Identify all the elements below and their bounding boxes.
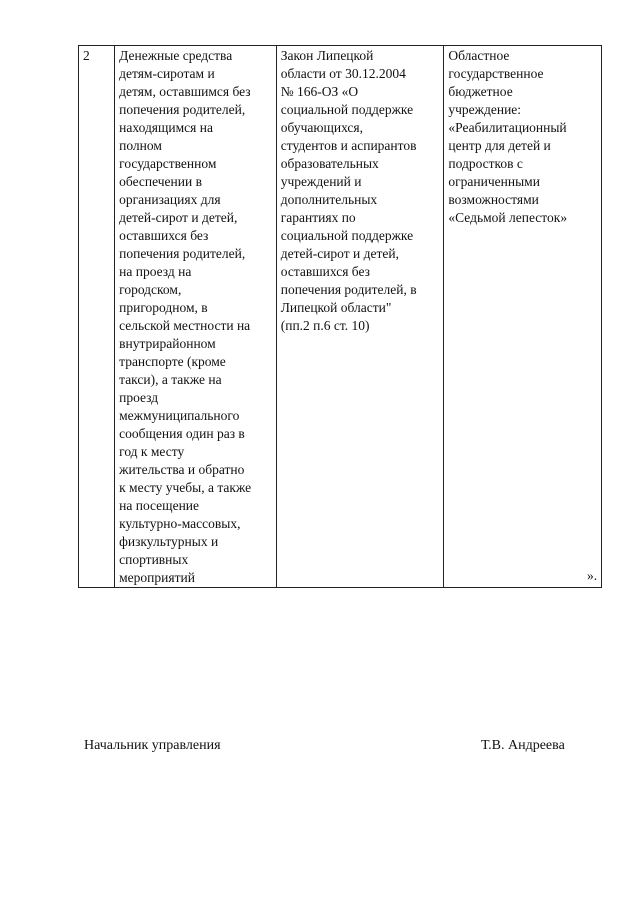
table-row: [79, 46, 602, 588]
payment-description-line: обеспечении в: [119, 174, 202, 189]
payment-description-line: год к месту: [119, 444, 185, 459]
payment-description-line: попечения родителей,: [119, 246, 246, 261]
payment-description-line: внутрирайонном: [119, 336, 216, 351]
legal-basis-line: области от 30.12.2004: [280, 66, 406, 81]
payment-description-line: на проезд на: [119, 264, 192, 279]
payment-description-line: Денежные средства: [119, 48, 233, 63]
legal-basis-line: Липецкой области": [280, 300, 392, 315]
payment-description-line: государственном: [119, 156, 217, 171]
legal-basis-line: дополнительных: [280, 192, 378, 207]
legal-basis-line: учреждений и: [280, 174, 362, 189]
payment-description-line: спортивных: [119, 552, 189, 567]
legal-basis-line: оставшихся без: [280, 264, 370, 279]
institution-line: возможностями: [448, 192, 539, 207]
payment-description-line: оставшихся без: [119, 228, 209, 243]
payment-description-line: полном: [119, 138, 162, 153]
institution-line: ограниченными: [448, 174, 540, 189]
payment-description-line: пригородном, в: [119, 300, 208, 315]
institution-line: «Реабилитационный: [448, 120, 567, 135]
legal-basis-line: Закон Липецкой: [280, 48, 374, 63]
payment-description-line: сельской местности на: [119, 318, 251, 333]
payment-description-line: к месту учебы, а также: [119, 480, 252, 495]
beneficiary-table: [78, 45, 602, 588]
payment-description-line: такси), а также на: [119, 372, 222, 387]
payment-description-line: детям, оставшимся без: [119, 84, 251, 99]
payment-description-line: детей-сирот и детей,: [119, 210, 238, 225]
institution-cell: [444, 46, 602, 588]
payment-description-line: транспорте (кроме: [119, 354, 226, 369]
closing-quote-mark: ».: [587, 568, 598, 583]
institution-line: центр для детей и: [448, 138, 551, 153]
payment-description-line: детям-сиротам и: [119, 66, 215, 81]
legal-basis-line: обучающихся,: [280, 120, 364, 135]
legal-basis-line: № 166-ОЗ «О: [280, 84, 359, 99]
row-number: 2: [83, 48, 90, 63]
legal-basis-line: попечения родителей, в: [280, 282, 417, 297]
row-number-cell: [79, 46, 115, 588]
legal-basis-line: гарантиях по: [280, 210, 356, 225]
institution-line: государственное: [448, 66, 544, 81]
signatory-title: Начальник управления: [84, 738, 221, 753]
institution-line: учреждение:: [448, 102, 522, 117]
payment-description-line: физкультурных и: [119, 534, 219, 549]
payment-description-line: на посещение: [119, 498, 200, 513]
institution-line: Областное: [448, 48, 510, 63]
payment-description-line: жительства и обратно: [119, 462, 245, 477]
legal-basis-line: образовательных: [280, 156, 379, 171]
legal-basis-cell: [276, 46, 444, 588]
institution-line: бюджетное: [448, 84, 513, 99]
payment-description-line: мероприятий: [119, 570, 195, 585]
legal-basis-line: (пп.2 п.6 ст. 10): [280, 318, 370, 333]
payment-description-line: проезд: [119, 390, 159, 405]
payment-description-cell: [115, 46, 277, 588]
payment-description-line: сообщения один раз в: [119, 426, 245, 441]
institution-line: «Седьмой лепесток»: [448, 210, 568, 225]
payment-description-line: организациях для: [119, 192, 221, 207]
legal-basis-line: социальной поддержке: [280, 102, 414, 117]
signatory-name: Т.В. Андреева: [481, 738, 565, 753]
legal-basis-line: студентов и аспирантов: [280, 138, 417, 153]
payment-description-line: межмуниципального: [119, 408, 240, 423]
payment-description-line: городском,: [119, 282, 182, 297]
institution-line: подростков с: [448, 156, 523, 171]
payment-description-line: попечения родителей,: [119, 102, 246, 117]
payment-description-line: находящимся на: [119, 120, 213, 135]
payment-description-line: культурно-массовых,: [119, 516, 241, 531]
legal-basis-line: социальной поддержке: [280, 228, 414, 243]
legal-basis-line: детей-сирот и детей,: [280, 246, 399, 261]
